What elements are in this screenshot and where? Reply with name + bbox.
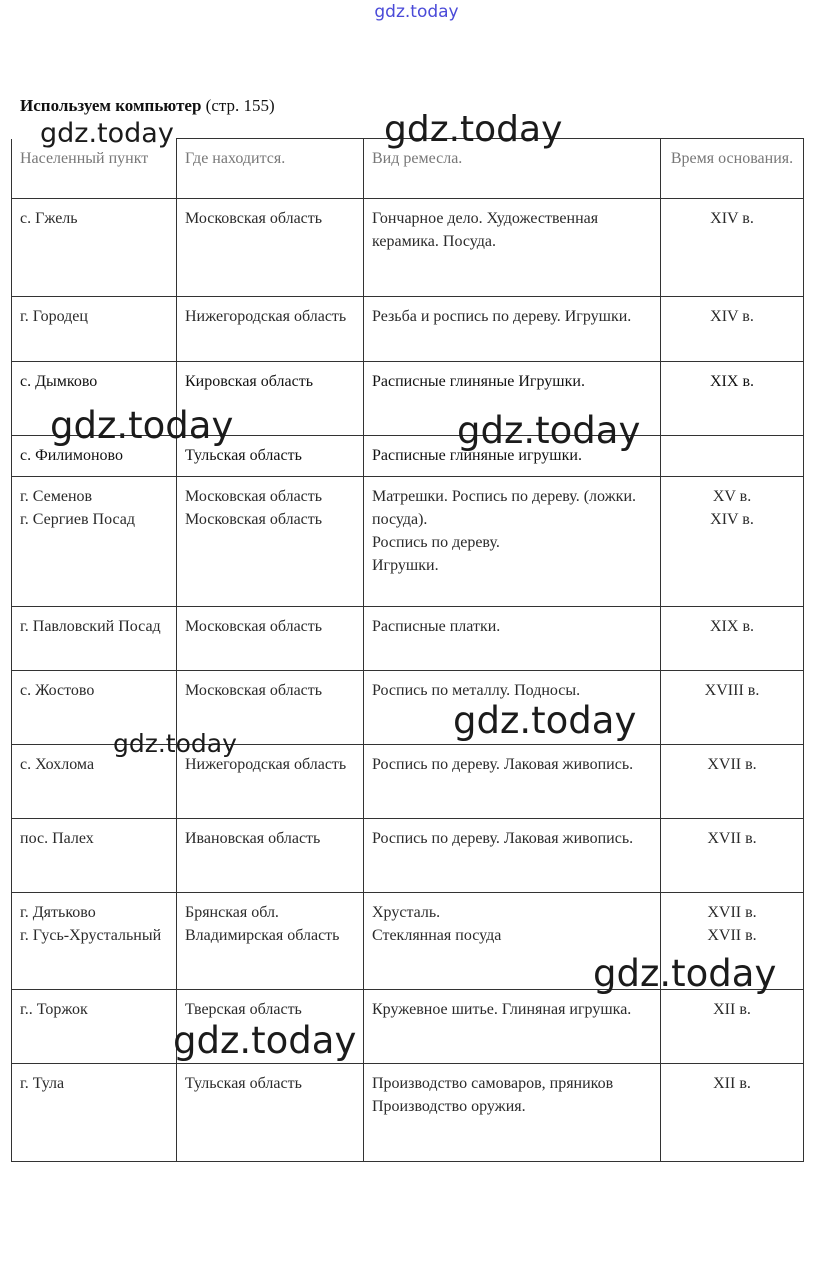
- table-row: [12, 819, 804, 893]
- cell-time: [661, 436, 804, 477]
- col-header-time: Время основания.: [661, 139, 804, 199]
- cell-time: XIV в.: [661, 199, 804, 297]
- cell-place: г. Семенов г. Сергиев Посад: [12, 477, 177, 607]
- watermark: gdz.today: [593, 952, 777, 995]
- cell-region: Тверская область: [177, 990, 364, 1064]
- heading-bold: Используем компьютер: [20, 96, 202, 115]
- cell-region: Московская область: [177, 607, 364, 671]
- cell-time: XVII в.: [661, 745, 804, 819]
- cell-region: Ивановская область: [177, 819, 364, 893]
- cell-time: XII в.: [661, 1064, 804, 1162]
- cell-time: XIX в.: [661, 362, 804, 436]
- cell-craft: Хрусталь. Стеклянная посуда: [364, 893, 661, 990]
- cell-region: Московская область: [177, 199, 364, 297]
- cell-place: г. Дятьково г. Гусь-Хрустальный: [12, 893, 177, 990]
- cell-craft: Производство самоваров, пряников Производство оружия.: [364, 1064, 661, 1162]
- cell-time: XIX в.: [661, 607, 804, 671]
- cell-place: пос. Палех: [12, 819, 177, 893]
- table-row: [12, 199, 804, 297]
- cell-place: с. Жостово: [12, 671, 177, 745]
- cell-craft: Роспись по дереву. Лаковая живопись.: [364, 745, 661, 819]
- watermark: gdz.today: [384, 109, 563, 150]
- cell-place: г.. Торжок: [12, 990, 177, 1064]
- cell-craft: Кружевное шитье. Глиняная игрушка.: [364, 990, 661, 1064]
- watermark: gdz.today: [40, 118, 174, 149]
- table-row: [12, 990, 804, 1064]
- cell-region: Тульская область: [177, 1064, 364, 1162]
- cell-craft: Матрешки. Роспись по дереву. (ложки. посуда). Роспись по дереву. Игрушки.: [364, 477, 661, 607]
- cell-craft: Гончарное дело. Художественная керамика. Посуда.: [364, 199, 661, 297]
- top-watermark: gdz.today: [374, 2, 459, 22]
- table-row: [12, 297, 804, 362]
- cell-craft: Роспись по металлу. Подносы.: [364, 671, 661, 745]
- col-header-craft: Вид ремесла.: [364, 139, 661, 199]
- page-heading: [20, 96, 275, 116]
- cell-region: Московская область: [177, 671, 364, 745]
- cell-time: XIV в.: [661, 297, 804, 362]
- cell-place: г. Городец: [12, 297, 177, 362]
- watermark: gdz.today: [453, 699, 637, 742]
- cell-place: с. Гжель: [12, 199, 177, 297]
- table-row: [12, 477, 804, 607]
- crafts-table: [11, 138, 804, 1162]
- cell-time: XVII в. XVII в.: [661, 893, 804, 990]
- cell-craft: Расписные платки.: [364, 607, 661, 671]
- col-header-place: Населенный пункт: [12, 139, 177, 199]
- cell-place: с. Филимоново: [12, 436, 177, 477]
- cell-region: Кировская область: [177, 362, 364, 436]
- cell-time: XVII в.: [661, 819, 804, 893]
- cell-time: XV в. XIV в.: [661, 477, 804, 607]
- watermark: gdz.today: [457, 409, 641, 452]
- cell-craft: Резьба и роспись по дереву. Игрушки.: [364, 297, 661, 362]
- cell-region: Брянская обл. Владимирская область: [177, 893, 364, 990]
- cell-region: Московская область Московская область: [177, 477, 364, 607]
- cell-time: XVIII в.: [661, 671, 804, 745]
- cell-region: Нижегородская область: [177, 745, 364, 819]
- table-row: [12, 607, 804, 671]
- cell-craft: Роспись по дереву. Лаковая живопись.: [364, 819, 661, 893]
- cell-craft: Расписные глиняные игрушки.: [364, 436, 661, 477]
- cell-region: Тульская область: [177, 436, 364, 477]
- watermark: gdz.today: [113, 729, 237, 758]
- table-row: [12, 1064, 804, 1162]
- heading-page-ref: (стр. 155): [201, 96, 275, 115]
- cell-time: XII в.: [661, 990, 804, 1064]
- cell-region: Нижегородская область: [177, 297, 364, 362]
- cell-place: г. Тула: [12, 1064, 177, 1162]
- cell-place: с. Хохлома: [12, 745, 177, 819]
- cell-place: г. Павловский Посад: [12, 607, 177, 671]
- watermark: gdz.today: [173, 1019, 357, 1062]
- cell-craft: Расписные глиняные Игрушки.: [364, 362, 661, 436]
- cell-place: с. Дымково: [12, 362, 177, 436]
- watermark: gdz.today: [50, 404, 234, 447]
- col-header-region: Где находится.: [177, 139, 364, 199]
